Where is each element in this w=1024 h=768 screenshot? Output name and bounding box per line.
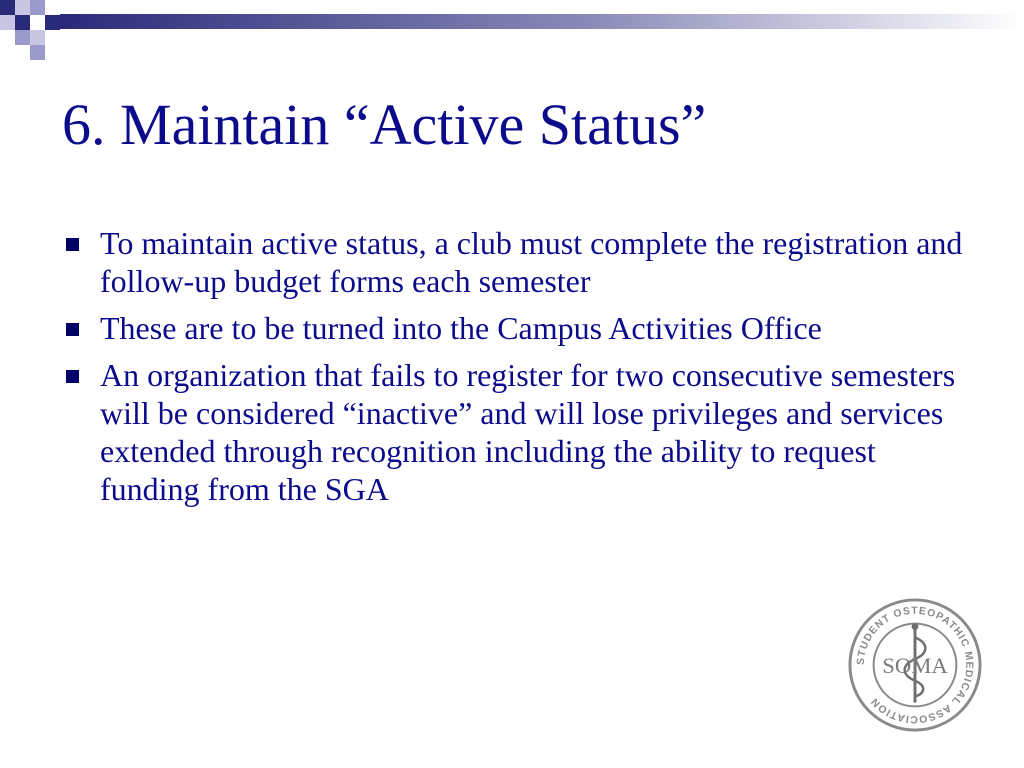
decor-square [45,15,60,30]
bullet-item [62,224,972,300]
square-bullet-icon [66,323,79,336]
bullet-text: These are to be turned into the Campus Activities Office [100,310,822,346]
bullet-text: An organization that fails to register for two consecutive semesters will be considered “inactive” and will lose privileges and services extended through recognition including the ability to request funding from the SGA [100,357,956,507]
logo-ring-text: STUDENT OSTEOPATHIC MEDICAL ASSOCIATION [855,605,975,725]
slide-title: 6. Maintain “Active Status” [62,92,707,157]
header-gradient-bar [60,14,1024,29]
decor-square [15,30,30,45]
decor-square [15,15,30,30]
decor-square [0,15,15,30]
bullet-item [62,356,972,508]
decor-square [0,0,15,15]
soma-logo [846,596,984,734]
square-bullet-icon [66,370,79,383]
header-decoration [0,0,1024,64]
logo-center-text: SOMA [882,652,948,678]
bullet-text: To maintain active status, a club must complete the registration and follow-up budget forms each semester [100,225,963,299]
decor-square [30,45,45,60]
square-bullet-icon [66,238,79,251]
decor-square [15,0,30,15]
decor-square [30,30,45,45]
bullet-item [62,309,972,347]
bullet-list [62,224,972,517]
decor-square [30,0,45,15]
